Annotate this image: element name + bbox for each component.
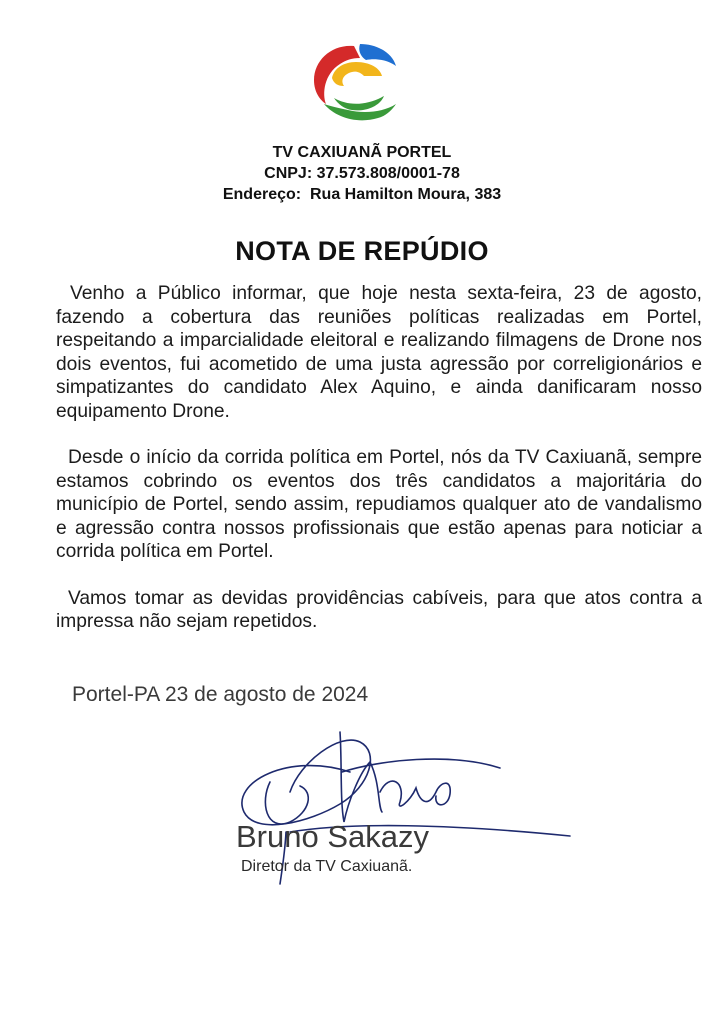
paragraph-2: Desde o início da corrida política em Portel, nós da TV Caxiuanã, sempre estamos cobrindo os eventos dos três candidatos a majoritária do município de Portel, sendo assim, repudiamos qualquer ato de vandalismo e agressão contra nossos profissionais que estão apenas para noticiar a corrida política em Portel. [56,447,702,562]
address-line: Endereço: Rua Hamilton Moura, 383 [222,186,502,203]
date-line: Portel-PA 23 de agosto de 2024 [72,683,369,706]
document-title: NOTA DE REPÚDIO [235,236,489,266]
paragraph-3: Vamos tomar as devidas providências cabíveis, para que atos contra a impressa não sejam repetidos. [56,587,702,632]
cnpj-line: CNPJ: 37.573.808/0001-78 [264,165,460,182]
tv-caxiuana-logo-icon [304,34,404,130]
company-name: TV CAXIUANÃ PORTEL [272,144,452,161]
signatory-role: Diretor da TV Caxiuanã. [241,858,413,875]
document-body [56,282,702,657]
letterhead [0,142,724,205]
signatory-name: Bruno Sakazy [236,819,429,854]
paragraph-1: Venho a Público informar, que hoje nesta sexta-feira, 23 de agosto, fazendo a cobertura das reuniões políticas realizadas em Portel, respeitando a imparcialidade eleitoral e realizando filmagens de Drone nos dois eventos, fui acometido de uma justa agressão por correligionários e simpatizantes do candidato Alex Aquino, e ainda danificaram nosso equipamento Drone. [56,283,702,422]
